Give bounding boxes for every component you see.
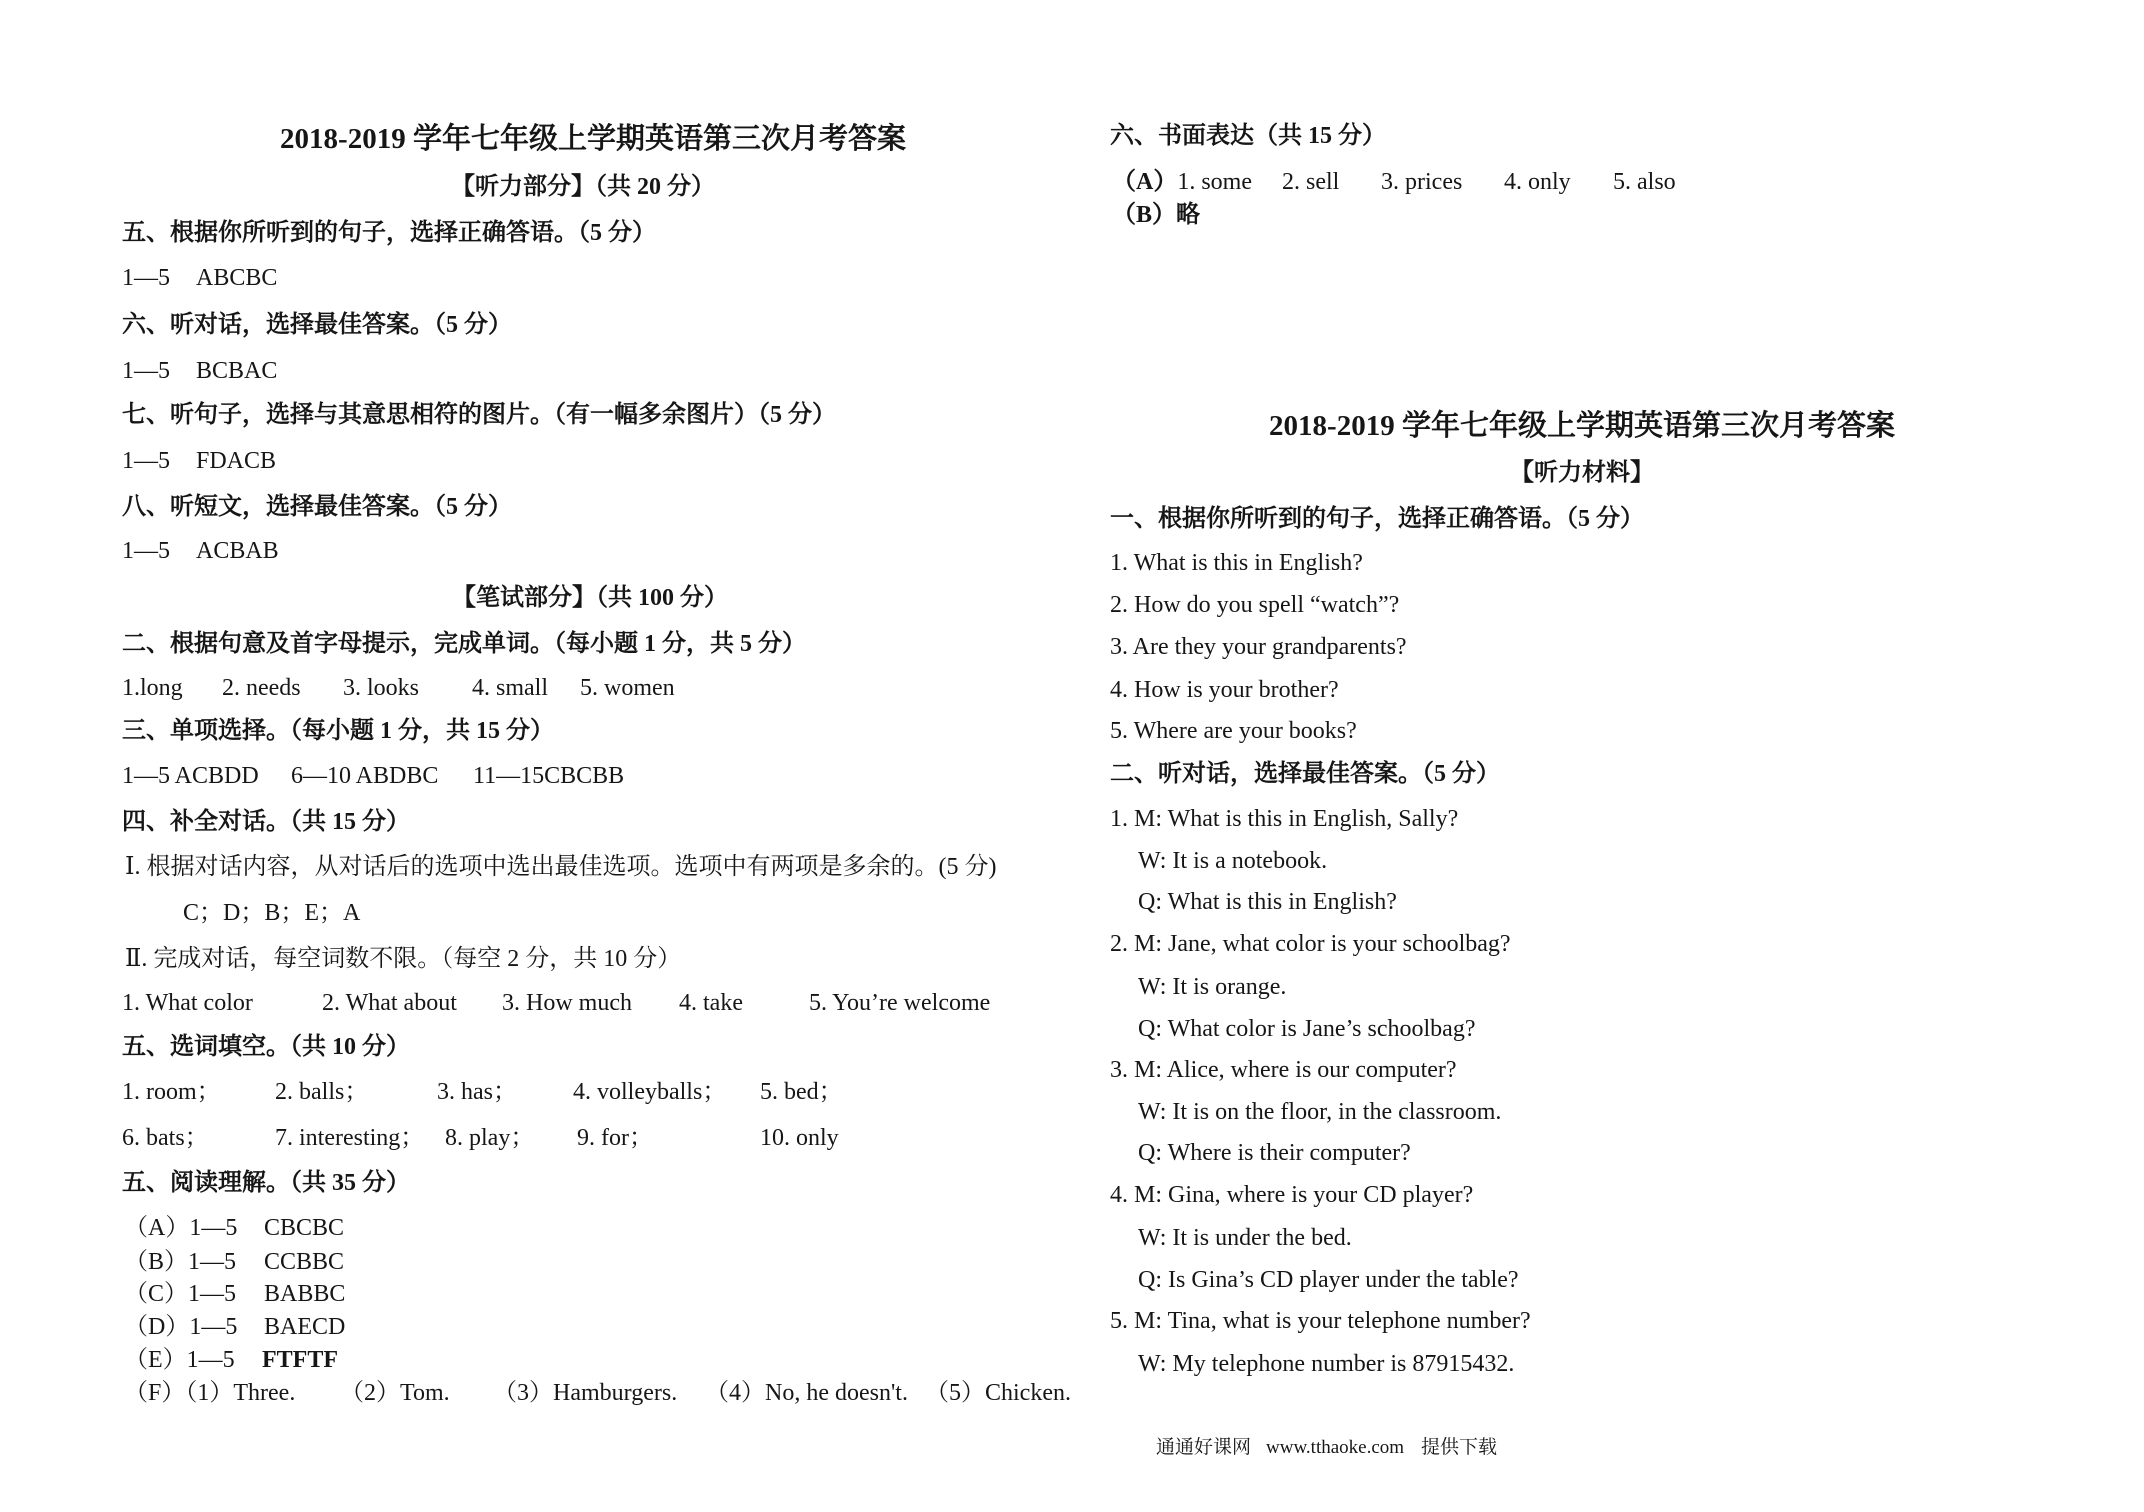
answer-item: 11—15CBCBB: [473, 763, 625, 789]
section-heading: 五、阅读理解。（共 35 分）: [122, 1170, 410, 1196]
reading-answer-row: [0, 1348, 2144, 1372]
answer-item: 2. What about: [322, 990, 457, 1016]
answer-item: 3. prices: [1381, 169, 1463, 195]
right-title: 2018-2019 学年七年级上学期英语第三次月考答案: [1269, 410, 1895, 442]
writing-b: （B）略: [1112, 202, 1201, 228]
left-title: 2018-2019 学年七年级上学期英语第三次月考答案: [280, 123, 906, 155]
answer-item: 5. also: [1613, 169, 1676, 195]
reading-answer-row: [0, 1315, 2144, 1339]
reading-f-first: [124, 1381, 295, 1405]
answer-item: 1. room；: [122, 1079, 221, 1105]
section-heading: 二、根据句意及首字母提示，完成单词。（每小题 1 分，共 5 分）: [122, 631, 806, 657]
answer-item: 5. bed；: [760, 1079, 843, 1105]
answer-item: 1. What color: [122, 990, 253, 1016]
reading-group-label: （D）1—5: [124, 1314, 238, 1340]
section-heading: 三、单项选择。（每小题 1 分，共 15 分）: [122, 718, 554, 744]
word-completion-row: [0, 675, 2144, 703]
footer-note: 提供下载: [1421, 1437, 1498, 1458]
dialogue-completion-row: [0, 991, 2144, 1015]
listening-answer-row: [0, 539, 2144, 563]
reading-group-answers: BABBC: [264, 1281, 346, 1307]
answer-item: 4. only: [1504, 169, 1571, 195]
material-sentence: 3. Are they your grandparents?: [1110, 634, 1407, 660]
dialogue-m-line: 5. M: Tina, what is your telephone number?: [1110, 1308, 1531, 1334]
answer-item: 6. bats；: [122, 1125, 209, 1151]
answer-item: 5. women: [580, 675, 675, 701]
reading-f-item: （4）No, he doesn't.: [705, 1380, 908, 1406]
part2-instruction: Ⅱ. 完成对话，每空词数不限。（每空 2 分，共 10 分）: [125, 946, 682, 972]
listening-answer-row: [0, 359, 2144, 383]
dialogue-q-line: Q: Where is their computer?: [1138, 1140, 1411, 1166]
answer-letters: ABCBC: [196, 265, 278, 291]
material-sentence: 5. Where are your books?: [1110, 718, 1357, 744]
answer-item: 1. some: [1177, 169, 1253, 195]
reading-f-label: （F）: [124, 1380, 186, 1406]
answer-item: 2. needs: [222, 675, 301, 701]
answer-item: 5. You’re welcome: [809, 990, 991, 1016]
answer-item: 4. volleyballs；: [573, 1079, 727, 1105]
written-header: 【笔试部分】（共 100 分）: [452, 585, 728, 611]
dialogue-w-line: W: It is a notebook.: [1138, 848, 1328, 874]
listening-section-heading: 七、听句子，选择与其意思相符的图片。（有一幅多余图片）（5 分）: [122, 402, 836, 428]
word-fill-row: [0, 1080, 2144, 1104]
reading-group-label: （C）1—5: [124, 1281, 237, 1307]
material-sentence: 2. How do you spell “watch”?: [1110, 592, 1400, 618]
material-header: 【听力材料】: [1510, 460, 1654, 486]
answer-item: 1.long: [122, 675, 183, 701]
material-sentence: 1. What is this in English?: [1110, 550, 1363, 576]
dialogue-m-line: 2. M: Jane, what color is your schoolbag?: [1110, 931, 1511, 957]
reading-group-label: （B）1—5: [124, 1249, 237, 1275]
listening-section-heading: 六、听对话，选择最佳答案。（5 分）: [122, 312, 512, 338]
answer-range: 1—5: [122, 265, 170, 291]
reading-answer-row: [0, 1216, 2144, 1240]
answer-item: 4. take: [679, 990, 743, 1016]
reading-group-answers: BAECD: [264, 1314, 346, 1340]
reading-answer-row: [0, 1250, 2144, 1274]
answer-range: 1—5: [122, 358, 170, 384]
dialogue-m-line: 1. M: What is this in English, Sally?: [1110, 806, 1459, 832]
dialogue-q-line: Q: Is Gina’s CD player under the table?: [1138, 1267, 1519, 1293]
dialogue-q-line: Q: What color is Jane’s schoolbag?: [1138, 1016, 1476, 1042]
dialogue-w-line: W: It is orange.: [1138, 974, 1287, 1000]
dialogue-q-line: Q: What is this in English?: [1138, 889, 1397, 915]
writing-a-row: [0, 170, 2144, 194]
answer-item: 6—10 ABDBC: [291, 763, 439, 789]
writing-heading: 六、书面表达（共 15 分）: [1110, 123, 1386, 149]
writing-a-label: （A）: [1112, 169, 1178, 195]
word-fill-row: [0, 1126, 2144, 1150]
dialogue-w-line: W: My telephone number is 87915432.: [1138, 1351, 1515, 1377]
dialogue-m-line: 4. M: Gina, where is your CD player?: [1110, 1182, 1474, 1208]
answer-item: 9. for；: [577, 1125, 653, 1151]
reading-answer-row: [0, 1282, 2144, 1306]
listening-answer-row: [0, 266, 2144, 290]
reading-group-label: （E）1—5: [124, 1347, 235, 1373]
part1-instruction: Ⅰ. 根据对话内容，从对话后的选项中选出最佳选项。选项中有两项是多余的。(5 分): [125, 854, 997, 880]
material-part1-heading: 一、根据你所听到的句子，选择正确答语。（5 分）: [1110, 506, 1644, 532]
answer-item: 4. small: [472, 675, 548, 701]
answer-item: 1—5 ACBDD: [122, 763, 259, 789]
part1-answers: C；D；B；E；A: [183, 900, 361, 926]
reading-group-label: （A）1—5: [124, 1215, 238, 1241]
listening-section-heading: 八、听短文，选择最佳答案。（5 分）: [122, 494, 512, 520]
reading-f-item: （1）Three.: [185, 1380, 296, 1406]
answer-range: 1—5: [122, 538, 170, 564]
reading-f-item: （3）Hamburgers.: [493, 1380, 678, 1406]
dialogue-w-line: W: It is on the floor, in the classroom.: [1138, 1099, 1502, 1125]
section-heading: 五、选词填空。（共 10 分）: [122, 1034, 410, 1060]
dialogue-m-line: 3. M: Alice, where is our computer?: [1110, 1057, 1457, 1083]
reading-f-item: （2）Tom.: [340, 1380, 450, 1406]
answer-range: 1—5: [122, 448, 170, 474]
footer: [0, 1438, 2144, 1458]
answer-item: 2. balls；: [275, 1079, 369, 1105]
answer-item: 3. How much: [502, 990, 632, 1016]
reading-group-answers: CBCBC: [264, 1215, 345, 1241]
answer-item: 7. interesting；: [275, 1125, 425, 1151]
reading-f-item: （5）Chicken.: [925, 1380, 1071, 1406]
multiple-choice-row: [0, 761, 2144, 789]
reading-group-answers: FTFTF: [262, 1347, 338, 1373]
answer-item: 2. sell: [1282, 169, 1340, 195]
reading-group-answers: CCBBC: [264, 1249, 345, 1275]
listening-header: 【听力部分】（共 20 分）: [451, 174, 715, 200]
material-sentence: 4. How is your brother?: [1110, 677, 1339, 703]
answer-item: 10. only: [760, 1125, 839, 1151]
footer-url: www.tthaoke.com: [1266, 1437, 1405, 1458]
footer-site: 通通好课网: [1156, 1437, 1252, 1458]
writing-a-first: [1112, 170, 1252, 194]
listening-section-heading: 五、根据你所听到的句子，选择正确答语。（5 分）: [122, 220, 656, 246]
dialogue-w-line: W: It is under the bed.: [1138, 1225, 1352, 1251]
reading-f-row: [0, 1381, 2144, 1405]
answer-letters: ACBAB: [196, 538, 279, 564]
answer-item: 3. looks: [343, 675, 420, 701]
answer-letters: FDACB: [196, 448, 277, 474]
answer-item: 8. play；: [445, 1125, 535, 1151]
section-heading: 四、补全对话。（共 15 分）: [122, 809, 410, 835]
answer-item: 3. has；: [437, 1079, 517, 1105]
answer-letters: BCBAC: [196, 358, 278, 384]
material-part2-heading: 二、听对话，选择最佳答案。（5 分）: [1110, 761, 1500, 787]
